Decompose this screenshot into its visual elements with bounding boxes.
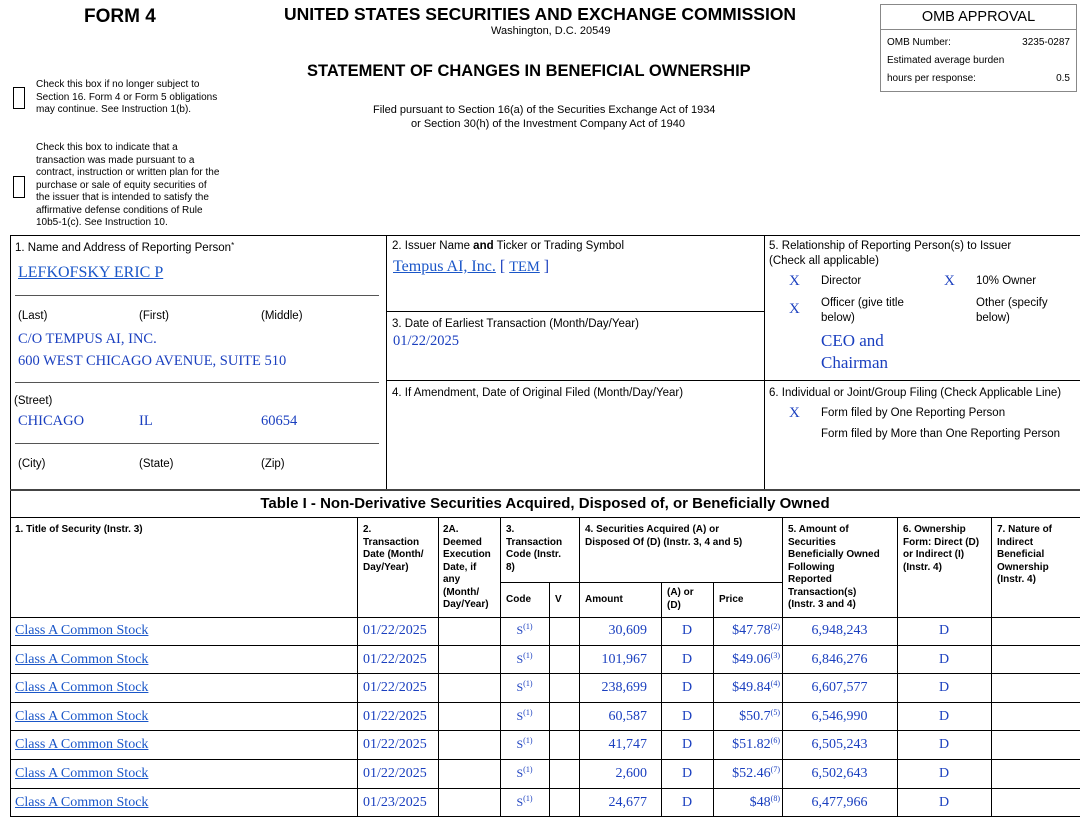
transaction-code: $S^{(1)}$ [516,650,533,666]
price-value: $48$^{(8)}$ [749,793,780,810]
filing-option-2: Form filed by More than One Reporting Person [821,428,1061,440]
transaction-date: 01/22/2025 [363,623,427,638]
price-value: $49.06$^{(3)}$ [732,650,780,667]
price-value: $47.78$^{(2)}$ [732,622,780,638]
form-title: FORM 4 [84,6,156,27]
reporting-person-name-link[interactable]: LEFKOFSKY ERIC P [18,264,164,281]
ownership-form-value: D [938,794,950,810]
table-row [0,731,1080,760]
other-label: Other (specify below) [976,297,1048,324]
rule-10b5-1-checkbox[interactable] [13,176,25,198]
header-code: Code [506,594,531,605]
acquired-disposed-flag: D [681,794,693,810]
section-5-label: 5. Relationship of Reporting Person(s) to Issuer [769,240,1012,252]
transaction-code: $S^{(1)}$ [516,765,533,780]
table-row [0,674,1080,703]
security-title-link[interactable]: Class A Common Stock [15,737,149,753]
director-checkmark: X [789,273,800,289]
earliest-transaction-date: 01/22/2025 [393,333,460,349]
header-amount: Amount [585,594,623,605]
ownership-form-value: D [938,651,950,667]
section-5-sublabel: (Check all applicable) [769,255,879,267]
omb-title: OMB APPROVAL [881,5,1076,30]
director-label: Director [821,275,862,287]
zip-value: 60654 [261,413,298,429]
transaction-code: $S^{(1)}$ [516,707,533,723]
last-label: (Last) [18,310,48,322]
section-4-label: 4. If Amendment, Date of Original Filed (Month/Day/Year) [392,387,684,399]
ownership-form-value: D [938,766,950,781]
ten-pct-checkmark: X [944,273,955,289]
section-3-label: 3. Date of Earliest Transaction (Month/Day/Year) [392,318,639,330]
section-2-label: 2. Issuer Name and Ticker or Trading Symbol [392,240,625,252]
amount-value: 238,699 [601,680,647,696]
header-transaction-code: 3. Transaction Code (Instr. 8) [506,524,563,573]
amount-owned-value: 6,477,966 [811,794,868,810]
header-deemed-execution-date: 2A. Deemed Execution Date, if any (Month/ Day/Year) [443,524,491,610]
acquired-disposed-flag: D [681,708,693,724]
grid-line [10,489,1080,491]
acquired-disposed-flag: D [681,680,693,696]
table-row [0,760,1080,789]
amount-owned-value: 6,502,643 [811,766,868,781]
acquired-disposed-flag: D [681,737,693,753]
price-value: $50.7$^{(5)}$ [739,707,780,724]
amount-owned-value: 6,948,243 [811,623,868,638]
first-label: (First) [139,310,170,322]
header-transaction-date: 2. Transaction Date (Month/ Day/Year) [363,524,424,573]
amount-value: 30,609 [608,623,647,638]
grid-line [386,235,387,489]
security-title-link[interactable]: Class A Common Stock [15,680,149,696]
price-value: $49.84$^{(4)}$ [732,679,780,696]
state-label: (State) [139,458,174,470]
header-title-of-security: 1. Title of Security (Instr. 3) [15,524,143,535]
officer-label: Officer (give title below) [821,297,904,324]
acquired-disposed-flag: D [681,651,693,667]
section-6-label: 6. Individual or Joint/Group Filing (Check Applicable Line) [769,387,1062,399]
header-price: Price [719,594,744,605]
grid-line [10,235,1080,236]
amount-value: 101,967 [601,651,647,667]
state-value: IL [139,413,153,429]
amount-owned-value: 6,505,243 [811,737,868,753]
table-row [0,646,1080,675]
transaction-date: 01/22/2025 [363,708,427,724]
transaction-date: 01/22/2025 [363,651,427,667]
issuer-line: Tempus AI, Inc. [ TEM ] [393,258,550,275]
amount-value: 2,600 [615,766,647,781]
transaction-code: $S^{(1)}$ [516,622,533,637]
amount-owned-value: 6,546,990 [811,708,868,724]
filed-line-2: or Section 30(h) of the Investment Company Act of 1940 [411,118,685,130]
transaction-date: 01/22/2025 [363,766,427,781]
transaction-date: 01/23/2025 [363,794,427,810]
header-a-or-d: (A) or (D) [667,587,694,611]
zip-label: (Zip) [261,458,285,470]
price-value: $52.46$^{(7)}$ [732,765,780,781]
header-ownership-form: 6. Ownership Form: Direct (D) or Indirect (I) (Instr. 4) [903,524,980,573]
header-nature-of-ownership: 7. Nature of Indirect Beneficial Ownership (Instr. 4) [997,524,1053,585]
table-row [0,617,1080,646]
omb-hours-label: hours per response: [887,73,976,84]
filed-line-1: Filed pursuant to Section 16(a) of the Securities Exchange Act of 1934 [373,104,716,116]
ownership-form-value: D [938,680,950,696]
security-title-link[interactable]: Class A Common Stock [15,651,149,667]
amount-value: 41,747 [608,737,647,753]
street-label: (Street) [14,395,53,407]
ownership-form-value: D [938,737,950,753]
amount-owned-value: 6,846,276 [811,651,868,667]
single-filer-checkmark: X [789,405,800,421]
grid-line [10,517,1080,518]
grid-line [764,380,1080,381]
amount-value: 60,587 [608,708,647,724]
grid-line [386,311,764,312]
transaction-date: 01/22/2025 [363,680,427,696]
issuer-name-link[interactable]: Tempus AI, Inc. [393,258,496,275]
underline [15,443,379,444]
underline [15,382,379,383]
security-title-link[interactable]: Class A Common Stock [15,766,149,781]
omb-number-label: OMB Number: [887,37,951,48]
acquired-disposed-flag: D [681,766,693,781]
no-longer-subject-checkbox[interactable] [13,87,25,109]
ownership-form-value: D [938,623,950,638]
address-line-2: 600 WEST CHICAGO AVENUE, SUITE 510 [18,353,287,369]
security-title-link[interactable]: Class A Common Stock [15,623,149,638]
city-label: (City) [18,458,46,470]
transaction-code: $S^{(1)}$ [516,736,533,752]
table-row [0,703,1080,732]
ownership-form-value: D [938,708,950,724]
header-amount-owned: 5. Amount of Securities Beneficially Owned Following Reported Transaction(s) (Instr. 3 and 4) [788,524,880,610]
amount-owned-value: 6,607,577 [811,680,868,696]
address-line-1: C/O TEMPUS AI, INC. [18,331,157,347]
middle-label: (Middle) [261,310,303,322]
grid-line [764,235,765,489]
checkbox-2-text: Check this box to indicate that a transaction was made pursuant to a contract, instruction or written plan for the purchase or sale of equity securities of the issuer that is intended to satisfy the affirmative defense conditions of Rule 10b5-1(c). See Instruction 10. [36,142,220,228]
ticker-link[interactable]: TEM [509,259,540,275]
header-v: V [555,594,562,605]
filing-option-1: Form filed by One Reporting Person [821,407,1006,419]
acquired-disposed-flag: D [681,623,693,638]
officer-checkmark: X [789,301,800,317]
checkbox-1-text: Check this box if no longer subject to Section 16. Form 4 or Form 5 obligations may continue. See Instruction 1(b). [36,79,218,115]
underline [15,295,379,296]
table-title: Table I - Non-Derivative Securities Acquired, Disposed of, or Beneficially Owned [260,495,830,512]
omb-number-value: 3235-0287 [1022,37,1070,48]
grid-line [500,582,579,583]
price-value: $51.82$^{(6)}$ [732,736,780,753]
table-row [0,789,1080,817]
grid-line [386,380,764,381]
header-securities-acquired: 4. Securities Acquired (A) or Disposed Of (D) (Instr. 3, 4 and 5) [585,524,743,548]
ten-pct-owner-label: 10% Owner [976,275,1037,287]
officer-title: CEO and Chairman [821,331,889,372]
security-title-link[interactable]: Class A Common Stock [15,708,149,724]
agency-location: Washington, D.C. 20549 [491,25,611,37]
transaction-date: 01/22/2025 [363,737,427,753]
table-body [0,617,1080,816]
omb-approval-box [880,4,1077,92]
section-1-label: 1. Name and Address of Reporting Person* [15,241,235,254]
amount-value: 24,677 [608,794,647,810]
grid-line [579,582,782,583]
omb-burden-label: Estimated average burden [887,55,1005,66]
transaction-code: $S^{(1)}$ [516,679,533,695]
agency-title: UNITED STATES SECURITIES AND EXCHANGE COMMISSION [284,4,797,24]
city-value: CHICAGO [18,413,85,429]
statement-title: STATEMENT OF CHANGES IN BENEFICIAL OWNERSHIP [307,62,751,80]
omb-hours-value: 0.5 [1056,73,1070,84]
transaction-code: $S^{(1)}$ [516,793,533,809]
security-title-link[interactable]: Class A Common Stock [15,794,149,810]
